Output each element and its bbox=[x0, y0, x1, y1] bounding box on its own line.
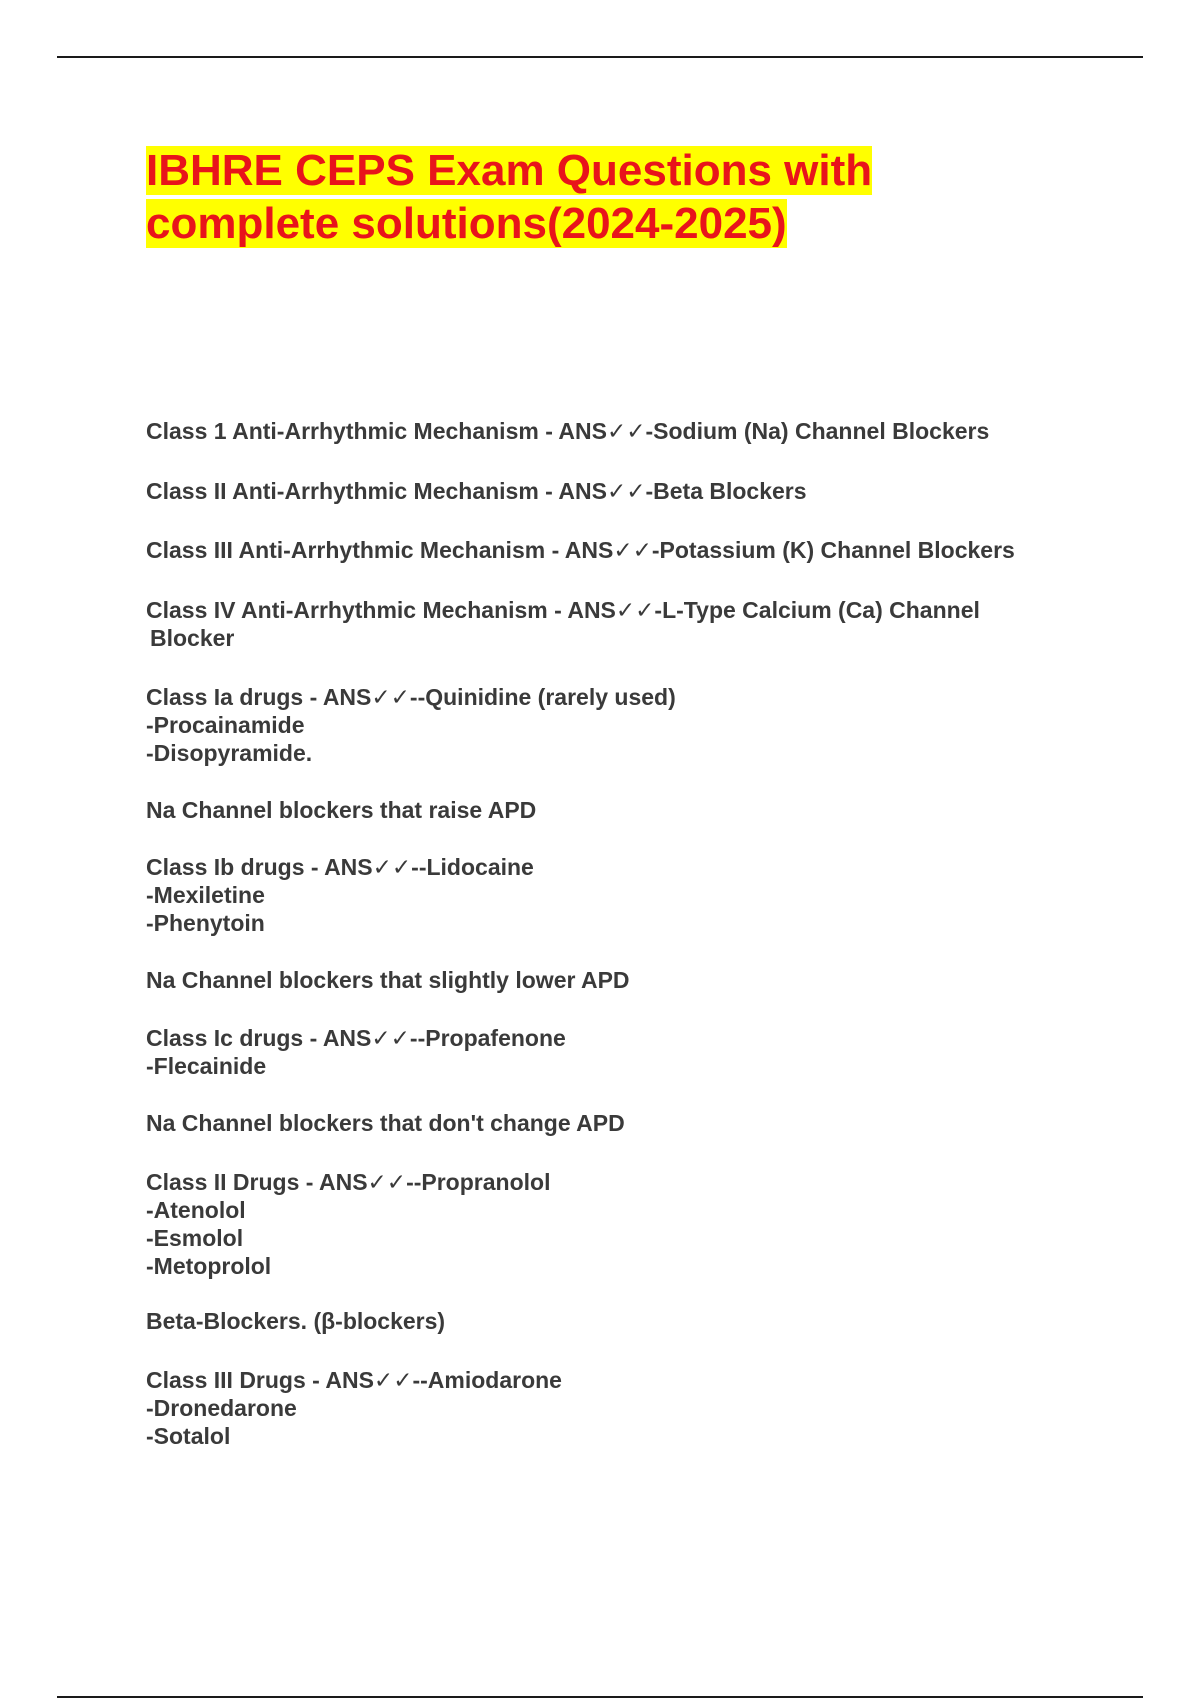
qa-item bbox=[146, 1168, 1106, 1280]
qa-item bbox=[146, 1366, 1106, 1450]
qa-line: Class 1 Anti-Arrhythmic Mechanism - ANS✓✓-Sodium (Na) Channel Blockers bbox=[146, 418, 990, 444]
qa-line: -Esmolol bbox=[146, 1225, 244, 1251]
qa-line: -Disopyramide. bbox=[146, 740, 313, 766]
qa-line: Class Ia drugs - ANS✓✓--Quinidine (rarely used) bbox=[146, 684, 676, 710]
qa-item bbox=[146, 1024, 1106, 1080]
qa-line: Na Channel blockers that don't change APD bbox=[146, 1110, 625, 1136]
qa-line: Class II Anti-Arrhythmic Mechanism - ANS✓✓-Beta Blockers bbox=[146, 478, 807, 504]
title-line-2: complete solutions(2024-2025) bbox=[146, 199, 787, 248]
qa-line: -Flecainide bbox=[146, 1053, 267, 1079]
qa-line: Blocker bbox=[150, 625, 235, 651]
qa-line: -Sotalol bbox=[146, 1423, 231, 1449]
title-line-1: IBHRE CEPS Exam Questions with bbox=[146, 146, 873, 195]
footer-rule bbox=[57, 1696, 1143, 1698]
qa-line: Class Ic drugs - ANS✓✓--Propafenone bbox=[146, 1025, 566, 1051]
qa-line: Class IV Anti-Arrhythmic Mechanism - ANS✓✓-L-Type Calcium (Ca) Channel bbox=[146, 597, 980, 623]
qa-item bbox=[146, 796, 1106, 824]
header-rule bbox=[57, 56, 1143, 58]
qa-line: Na Channel blockers that raise APD bbox=[146, 797, 537, 823]
qa-item bbox=[146, 1109, 1106, 1137]
qa-line: -Dronedarone bbox=[146, 1395, 297, 1421]
qa-item bbox=[146, 536, 1106, 564]
qa-line: -Atenolol bbox=[146, 1197, 246, 1223]
qa-line: -Procainamide bbox=[146, 712, 305, 738]
qa-item bbox=[146, 596, 1106, 652]
qa-line: Class III Anti-Arrhythmic Mechanism - ANS✓✓-Potassium (K) Channel Blockers bbox=[146, 537, 1015, 563]
qa-line: Beta-Blockers. (β-blockers) bbox=[146, 1308, 446, 1334]
qa-item bbox=[146, 853, 1106, 937]
qa-item bbox=[146, 1307, 1106, 1335]
qa-item bbox=[146, 417, 1106, 445]
qa-line: -Metoprolol bbox=[146, 1253, 272, 1279]
qa-line: Class III Drugs - ANS✓✓--Amiodarone bbox=[146, 1367, 562, 1393]
qa-item bbox=[146, 966, 1106, 994]
qa-item bbox=[146, 683, 1106, 767]
qa-line: -Mexiletine bbox=[146, 882, 265, 908]
qa-line: Class Ib drugs - ANS✓✓--Lidocaine bbox=[146, 854, 534, 880]
qa-line: -Phenytoin bbox=[146, 910, 265, 936]
qa-item bbox=[146, 477, 1106, 505]
qa-line: Na Channel blockers that slightly lower APD bbox=[146, 967, 630, 993]
page-title bbox=[146, 144, 1046, 250]
qa-line: Class II Drugs - ANS✓✓--Propranolol bbox=[146, 1169, 551, 1195]
